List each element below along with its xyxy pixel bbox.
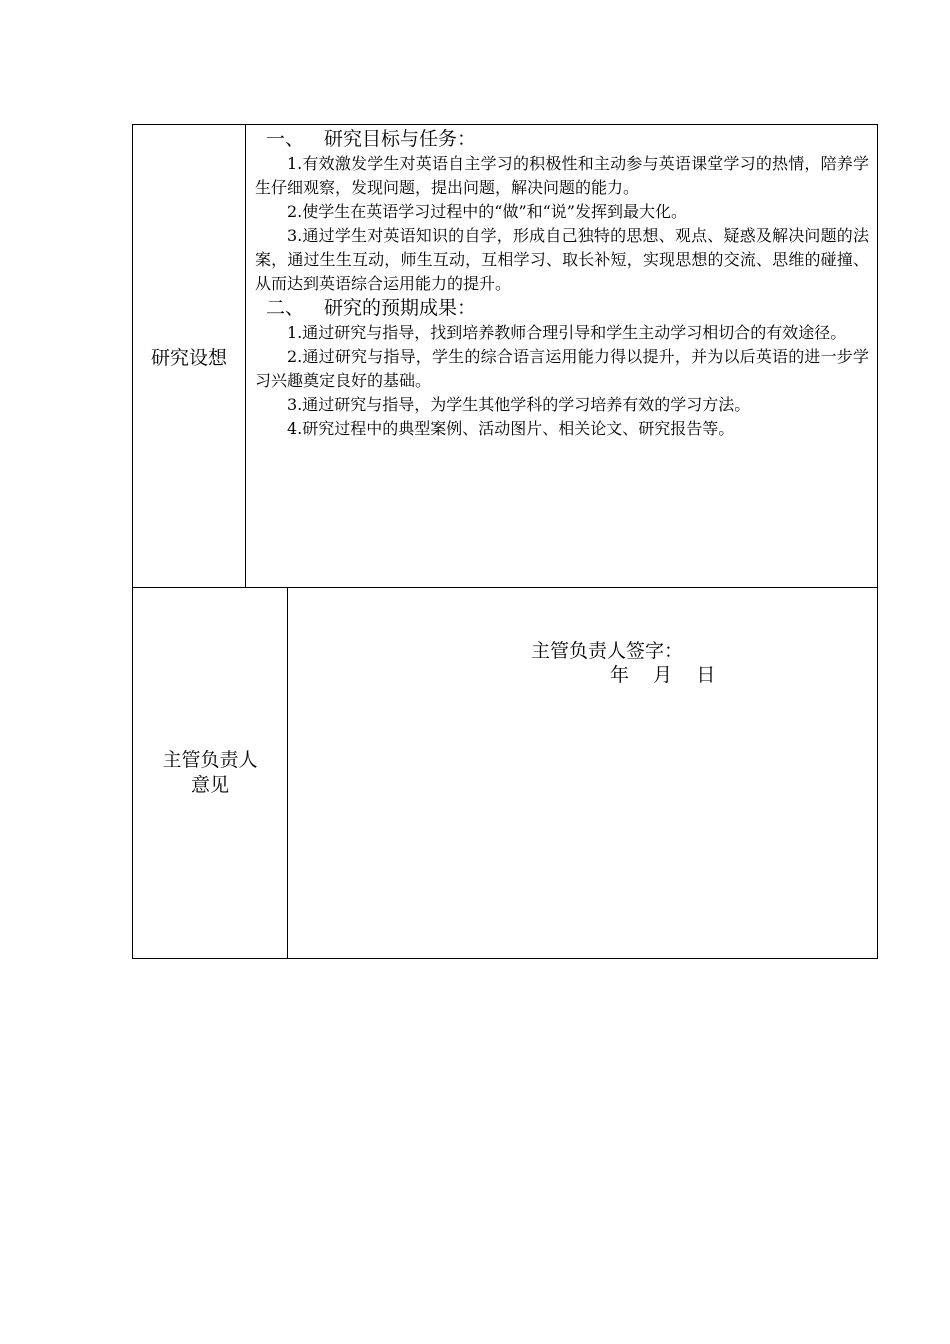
result-item-4: 4.研究过程中的典型案例、活动图片、相关论文、研究报告等。: [287, 419, 735, 438]
results-heading-number: 二、: [266, 297, 305, 319]
result-item-1: 1.通过研究与指导，找到培养教师合理引导和学生主动学习相切合的有效途径。: [287, 323, 847, 342]
supervisor-label-line1: 主管负责人: [162, 749, 258, 771]
goal-item-1: 1.有效激发学生对英语自主学习的积极性和主动参与英语课堂学习的热情，陪养学生仔细观察，发现问题，提出问题，解决问题的能力。: [255, 154, 869, 197]
application-form-table: [132, 124, 878, 959]
results-heading-title: 研究的预期成果：: [324, 297, 477, 319]
supervisor-opinion-content[interactable]: [288, 588, 877, 958]
supervisor-signature-label: 主管负责人签字：: [531, 640, 684, 662]
goal-item-3: 3.通过学生对英语知识的自学，形成自己独特的思想、观点、疑惑及解决问题的法案，通过生生互动，师生互动，互相学习、取长补短，实现思想的交流、思维的碰撞、从而达到英语综合运用能力的提升。: [255, 226, 869, 293]
result-item-3: 3.通过研究与指导，为学生其他学科的学习培养有效的学习方法。: [287, 395, 751, 414]
results-heading: [255, 296, 869, 321]
research-plan-row: [133, 125, 877, 588]
signature-date-line: 年 月 日: [610, 664, 716, 686]
supervisor-opinion-row: [133, 588, 877, 958]
goals-heading: [255, 127, 869, 152]
result-item-2: 2.通过研究与指导，学生的综合语言运用能力得以提升，并为以后英语的进一步学习兴趣奠定良好的基础。: [255, 347, 869, 390]
goals-heading-title: 研究目标与任务：: [324, 128, 477, 150]
goals-heading-number: 一、: [266, 128, 305, 150]
research-plan-content: [246, 125, 877, 587]
research-plan-label: 研究设想: [133, 125, 246, 587]
supervisor-label-line2: 意见: [190, 774, 229, 796]
supervisor-opinion-label: [133, 588, 288, 958]
goal-item-2: 2.使学生在英语学习过程中的“做”和“说”发挥到最大化。: [287, 202, 687, 221]
